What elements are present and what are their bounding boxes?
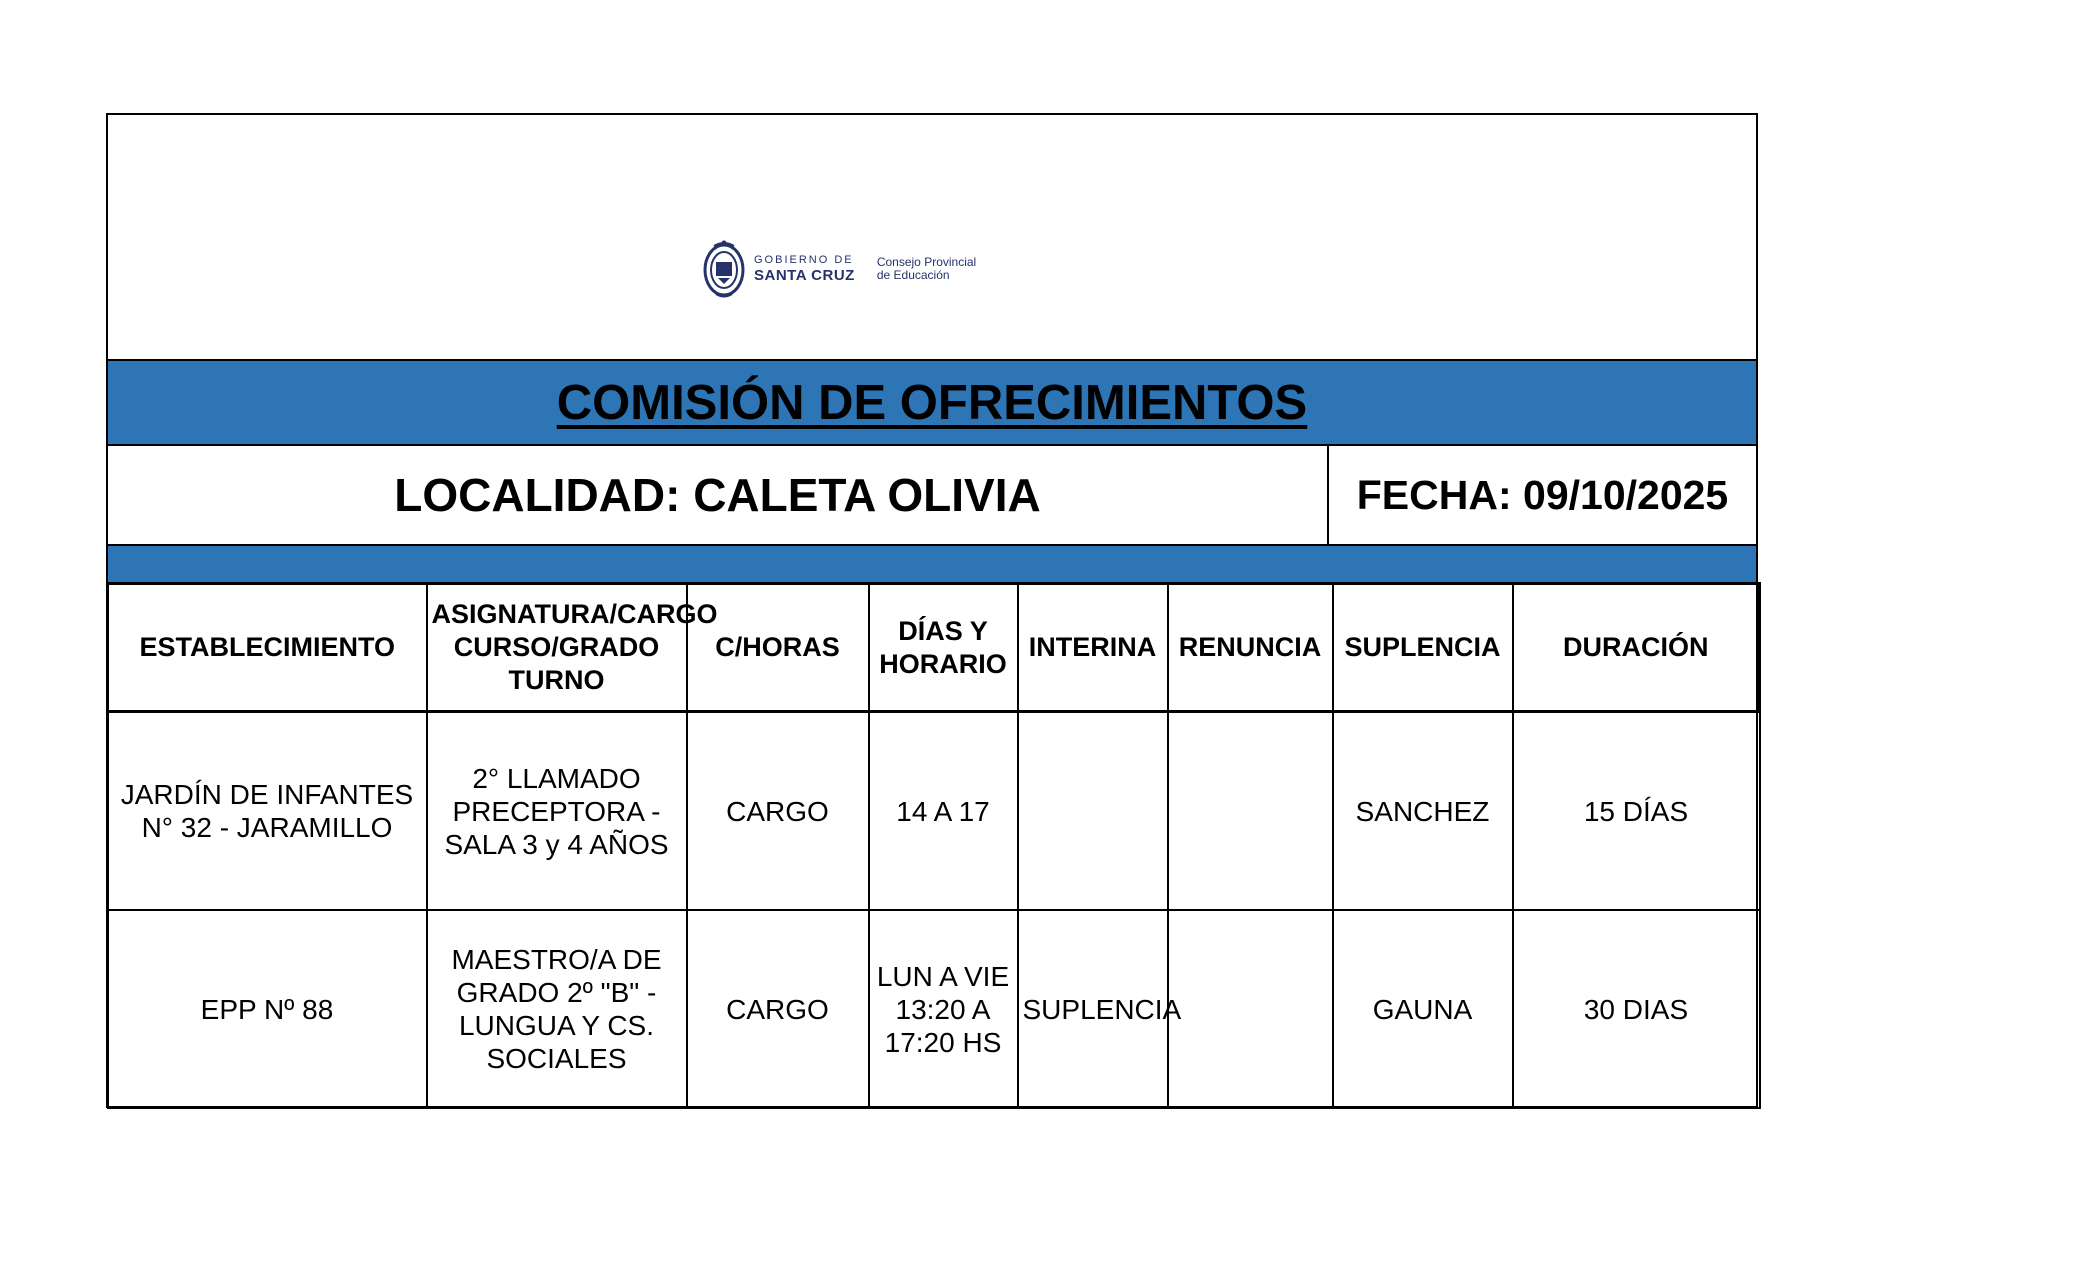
location-date-row: [108, 446, 1756, 546]
logo-area: [108, 115, 1756, 359]
title-bar: [108, 359, 1756, 446]
cell-establecimiento: EPP Nº 88: [108, 910, 427, 1108]
cell-renuncia: [1168, 712, 1333, 911]
cell-suplencia: SANCHEZ: [1333, 712, 1513, 911]
page-title: COMISIÓN DE OFRECIMIENTOS: [556, 375, 1308, 430]
gobierno-de-label: GOBIERNO DE: [754, 254, 854, 266]
blue-divider-strip: [108, 546, 1756, 582]
header-suplencia: SUPLENCIA: [1333, 584, 1513, 712]
cell-horas: CARGO: [687, 910, 869, 1108]
cell-establecimiento: JARDÍN DE INFANTES N° 32 - JARAMILLO: [108, 712, 427, 911]
cell-suplencia: GAUNA: [1333, 910, 1513, 1108]
header-establecimiento: ESTABLECIMIENTO: [108, 584, 427, 712]
consejo-line-2: de Educación: [876, 268, 950, 282]
cell-asignatura: 2° LLAMADO PRECEPTORA - SALA 3 y 4 AÑOS: [427, 712, 687, 911]
cell-dias: LUN A VIE 13:20 A 17:20 HS: [869, 910, 1018, 1108]
santa-cruz-label: SANTA CRUZ: [754, 267, 855, 284]
cell-asignatura: MAESTRO/A DE GRADO 2º "B" - LUNGUA Y CS. SOCIALES: [427, 910, 687, 1108]
cell-interina: [1018, 712, 1168, 911]
cell-dias: 14 A 17: [869, 712, 1018, 911]
offers-table: [106, 582, 1761, 1109]
government-logo: [702, 238, 976, 300]
consejo-text: [877, 256, 976, 281]
offers-sheet: [106, 113, 1758, 1108]
header-dias-horario: DÍAS Y HORARIO: [869, 584, 1018, 712]
header-horas: C/HORAS: [687, 584, 869, 712]
consejo-line-1: Consejo Provincial: [876, 255, 977, 270]
fecha-label: FECHA: 09/10/2025: [1356, 471, 1729, 518]
cell-renuncia: [1168, 910, 1333, 1108]
header-renuncia: RENUNCIA: [1168, 584, 1333, 712]
header-duracion: DURACIÓN: [1513, 584, 1760, 712]
gobierno-text: [754, 255, 855, 283]
table-row: [108, 712, 1760, 911]
header-interina: INTERINA: [1018, 584, 1168, 712]
header-asignatura: ASIGNATURA/CARGO CURSO/GRADO TURNO: [427, 584, 687, 712]
cell-interina: SUPLENCIA: [1018, 910, 1168, 1108]
table-row: [108, 910, 1760, 1108]
cell-horas: CARGO: [687, 712, 869, 911]
table-header-row: [108, 584, 1760, 712]
cell-duracion: 15 DÍAS: [1513, 712, 1760, 911]
localidad-label: LOCALIDAD: CALETA OLIVIA: [108, 446, 1329, 544]
cell-duracion: 30 DIAS: [1513, 910, 1760, 1108]
santa-cruz-seal-icon: [702, 238, 746, 300]
